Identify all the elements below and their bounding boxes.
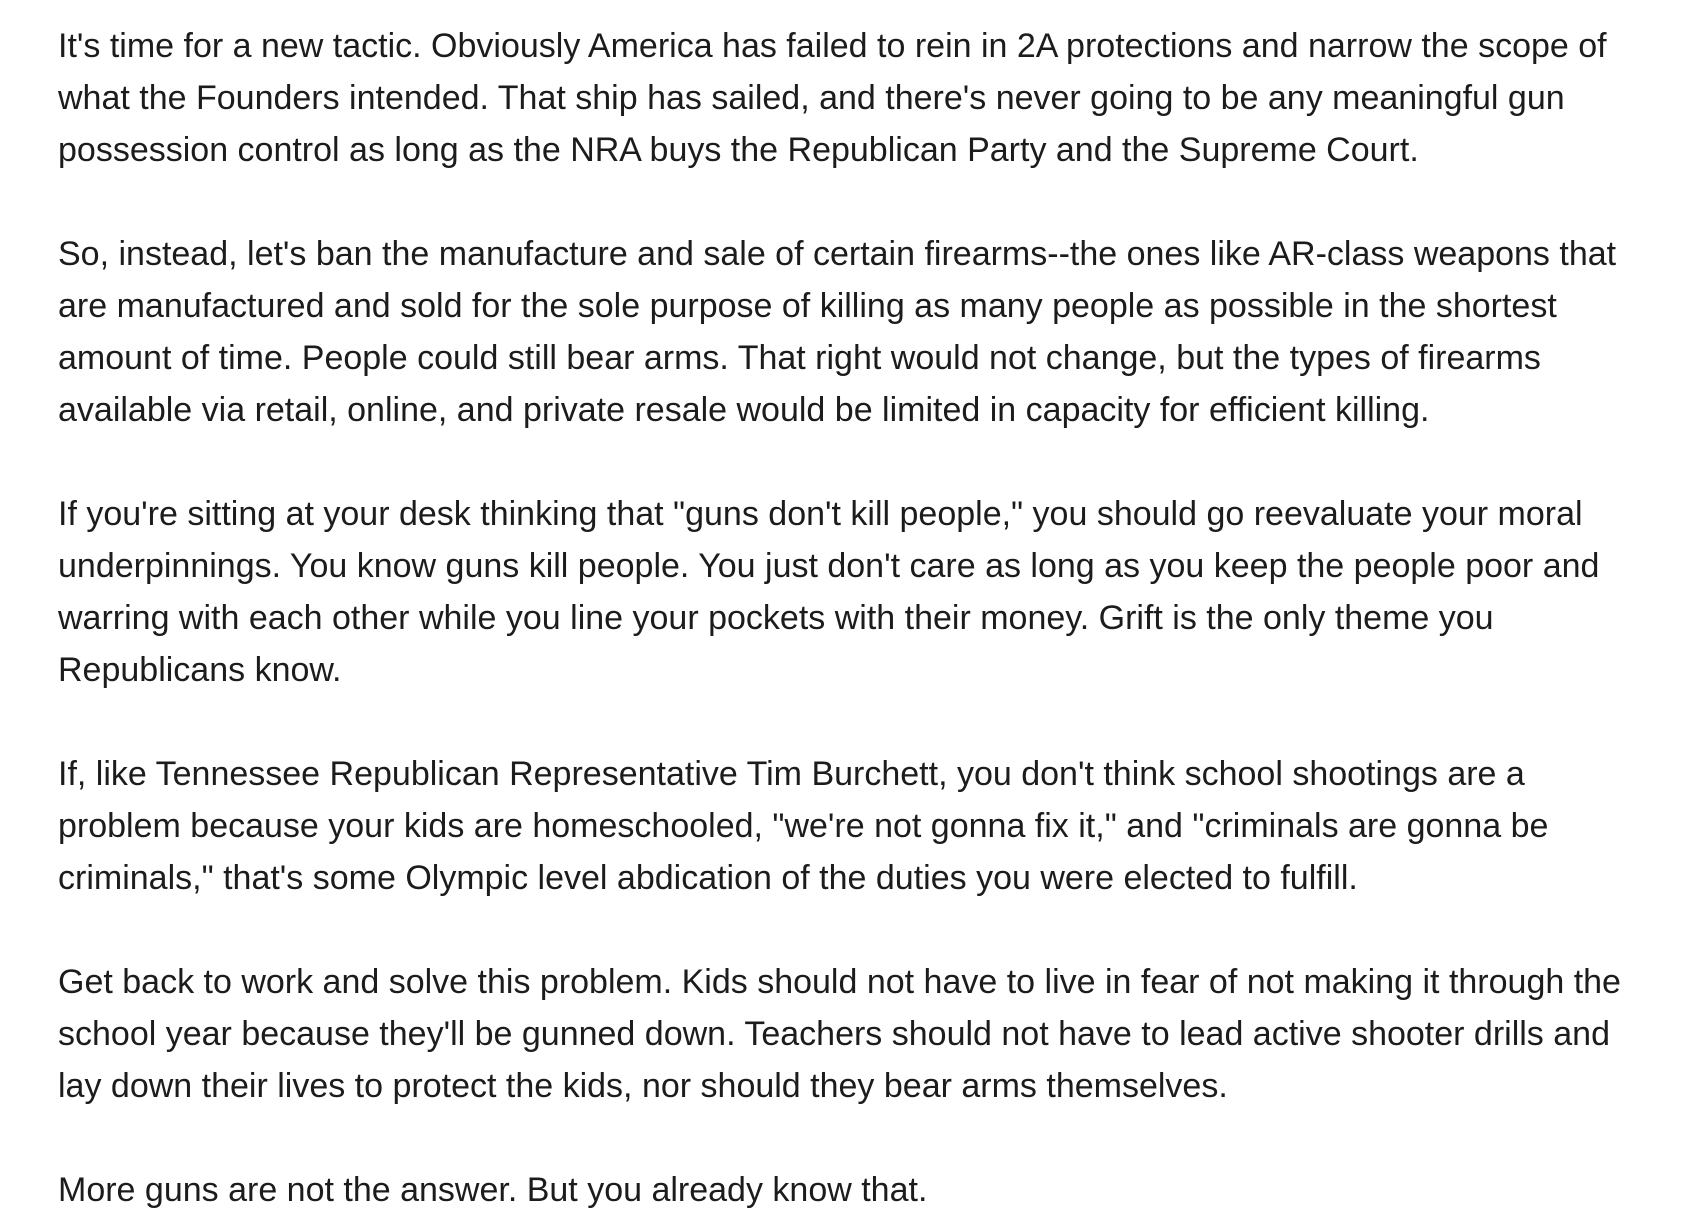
paragraph-5 bbox=[58, 956, 1658, 1112]
text-line: school year because they'll be gunned down. Teachers should not have to lead active shooter drills and bbox=[58, 1015, 1610, 1053]
paragraph-2 bbox=[58, 228, 1658, 436]
text-line: Republicans know. bbox=[58, 651, 342, 689]
text-line: If you're sitting at your desk thinking that "guns don't kill people," you should go reevaluate your moral bbox=[58, 495, 1583, 533]
text-line: More guns are not the answer. But you already know that. bbox=[58, 1171, 928, 1209]
text-line: lay down their lives to protect the kids, nor should they bear arms themselves. bbox=[58, 1067, 1228, 1105]
paragraph-4 bbox=[58, 748, 1658, 904]
text-line: available via retail, online, and private resale would be limited in capacity for efficient killing. bbox=[58, 391, 1430, 429]
paragraph-1 bbox=[58, 20, 1658, 176]
text-line: So, instead, let's ban the manufacture and sale of certain firearms--the ones like AR-class weapons that bbox=[58, 235, 1617, 273]
article-body bbox=[58, 20, 1658, 1216]
text-line: warring with each other while you line your pockets with their money. Grift is the only theme you bbox=[58, 599, 1494, 637]
text-line: underpinnings. You know guns kill people. You just don't care as long as you keep the people poor and bbox=[58, 547, 1600, 585]
text-line: what the Founders intended. That ship has sailed, and there's never going to be any meaningful gun bbox=[58, 79, 1565, 117]
text-line: It's time for a new tactic. Obviously America has failed to rein in 2A protections and narrow the scope of bbox=[58, 27, 1607, 65]
text-line: amount of time. People could still bear arms. That right would not change, but the types of firearms bbox=[58, 339, 1541, 377]
text-line: Get back to work and solve this problem. Kids should not have to live in fear of not making it through the bbox=[58, 963, 1621, 1001]
text-line: problem because your kids are homeschooled, "we're not gonna fix it," and "criminals are gonna be bbox=[58, 807, 1549, 845]
text-line: are manufactured and sold for the sole purpose of killing as many people as possible in the shortest bbox=[58, 287, 1557, 325]
paragraph-3 bbox=[58, 488, 1658, 696]
text-line: criminals," that's some Olympic level abdication of the duties you were elected to fulfill. bbox=[58, 859, 1358, 897]
paragraph-6 bbox=[58, 1164, 1658, 1216]
text-line: If, like Tennessee Republican Representative Tim Burchett, you don't think school shootings are a bbox=[58, 755, 1525, 793]
text-line: possession control as long as the NRA buys the Republican Party and the Supreme Court. bbox=[58, 131, 1419, 169]
